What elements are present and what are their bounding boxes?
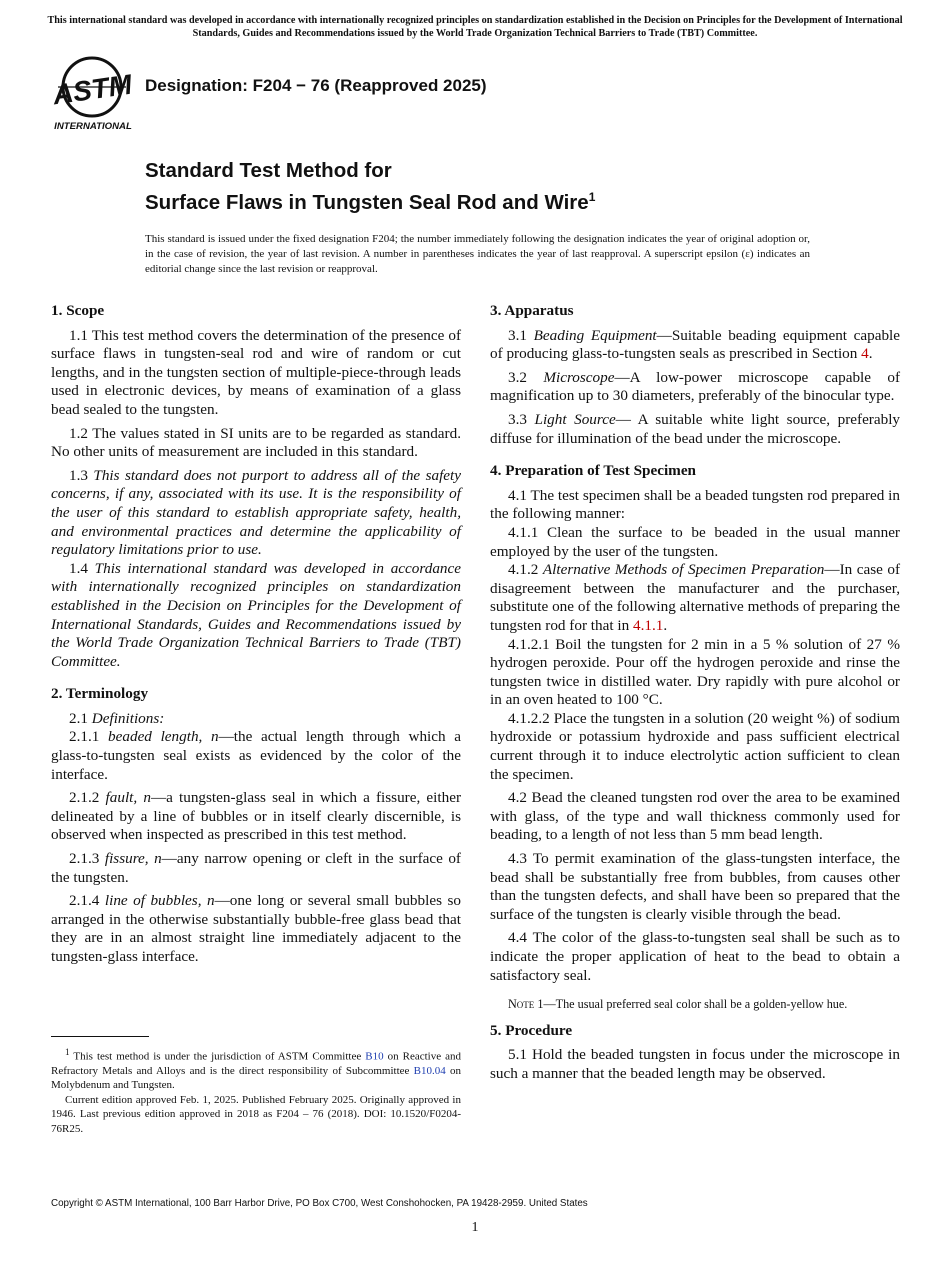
- definition-fault: 2.1.2 fault, n—a tungsten-glass seal in which a fissure, either delineated by a line of bubbles or in itself clearly discernible, is observed when inspected as prescribed in this test method.: [51, 789, 461, 844]
- paragraph-1-3: 1.3 This standard does not purport to address all of the safety concerns, if any, associated with its use. It is the responsibility of the user of this standard to establish appropriate safety, health, and environmental practices and determine the applicability of regulatory limitations prior to use.: [51, 466, 462, 559]
- paragraph-1-2: 1.2 The values stated in SI units are to be regarded as standard. No other units of measurement are included in this standard.: [51, 424, 461, 461]
- definition-line-of-bubbles: 2.1.4 line of bubbles, n—one long or several small bubbles so arranged in the otherwise substantially bubble-free glass bead that they are in an almost straight line immediately adjacent to the tungsten-glass interface.: [51, 892, 461, 965]
- section-4-link[interactable]: 4: [861, 345, 869, 363]
- section-4-1-1-link[interactable]: 4.1.1: [633, 616, 664, 634]
- section-heading-procedure: 5. Procedure: [490, 1021, 573, 1039]
- title-line-1: Standard Test Method for: [145, 159, 392, 182]
- paragraph-4-1: 4.1 The test specimen shall be a beaded tungsten rod prepared in the following manner:: [490, 486, 900, 523]
- footnote-1: $^1$ This test method is under the jurisdiction of ASTM Committee B10 on Reactive and Refractory Metals and Alloys and is the direct responsibility of Subcommittee B10.04 on Molybdenum and Tungsten.: [51, 1047, 462, 1092]
- footnote-edition: Current edition approved Feb. 1, 2025. Published February 2025. Originally approved in 1946. Last previous edition approved in 2018 as F204 – 76 (2018). DOI: 10.1520/F0204-76R25.: [51, 1094, 461, 1135]
- title-footnote-mark: 1: [588, 190, 596, 204]
- paragraph-3-2: 3.2 Microscope—A low-power microscope capable of magnification up to 30 diameters, preferably of the binocular type.: [490, 368, 901, 405]
- paragraph-4-1-2: 4.1.2 Alternative Methods of Specimen Preparation—In case of disagreement between the manufacturer and the purchaser, substitute one of the following alternative methods of preparing the tungsten rod for that in 4.1.1.: [490, 561, 901, 634]
- svg-text:INTERNATIONAL: INTERNATIONAL: [54, 121, 132, 131]
- paragraph-1-1: 1.1 This test method covers the determination of the presence of surface flaws in tungsten-seal rod and wire of random or cut lengths, and in the tungsten section of multiple-piece-through leads used in electronic devices, by means of examination of a glass bead sealed to the tungsten.: [51, 326, 461, 418]
- right-column: [490, 302, 900, 1089]
- designation: Designation: F204 − 76 (Reapproved 2025): [145, 76, 487, 95]
- paragraph-4-1-1: 4.1.1 Clean the surface to be beaded in the usual manner employed by the user of the tungsten.: [490, 523, 900, 560]
- paragraph-4-1-2-1: 4.1.2.1 Boil the tungsten for 2 min in a 5 % solution of 27 % hydrogen peroxide. Pour off the hydrogen peroxide and rinse the tungsten twice in distilled water. Dry rapidly with pure alcohol or in an oven heated to 100 °C.: [490, 635, 900, 709]
- left-column: [51, 302, 461, 972]
- committee-link-b10[interactable]: B10: [365, 1050, 384, 1063]
- paragraph-4-2: 4.2 Bead the cleaned tungsten rod over the area to be examined with glass, of the type and wall thickness commonly used for beading, to a length of not less than 5 mm bead length.: [490, 789, 900, 844]
- paragraph-4-1-2-2: 4.1.2.2 Place the tungsten in a solution (20 weight %) of sodium hydroxide or potassium hydroxide and pass sufficient electrical current through it to induce electrolytic action sufficient to clean the specimen.: [490, 709, 900, 783]
- footnote: [51, 1045, 461, 1137]
- paragraph-1-4: 1.4 This international standard was developed in accordance with internationally recognized principles on standardization established in the Decision on Principles for the Development of International Standards, Guides and Recommendations issued by the World Trade Organization Technical Barriers to Trade (TBT) Committee.: [51, 559, 461, 670]
- copyright: Copyright © ASTM International, 100 Barr Harbor Drive, PO Box C700, West Conshohocken, PA 19428-2959. United States: [51, 1198, 588, 1209]
- paragraph-2-1: 2.1 Definitions:: [69, 709, 165, 727]
- title-line-2: Surface Flaws in Tungsten Seal Rod and Wire$^1$: [145, 190, 596, 214]
- astm-logo-icon: [52, 55, 136, 131]
- paragraph-3-1: 3.1 Beading Equipment—Suitable beading equipment capable of producing glass-to-tungsten seals as prescribed in Section 4.: [490, 326, 900, 363]
- footnote-divider: [51, 1036, 149, 1037]
- paragraph-4-4: 4.4 The color of the glass-to-tungsten seal shall be such as to indicate the proper application of heat to the bead to obtain a satisfactory seal.: [490, 929, 900, 984]
- paragraph-4-3: 4.3 To permit examination of the glass-tungsten interface, the bead shall be substantially free from bubbles, from causes other than the tungsten defects, and shall have been so prepared that the surface of the tungsten is clearly visible through the bead.: [490, 850, 900, 923]
- paragraph-3-3: 3.3 Light Source— A suitable white light source, preferably diffuse for illumination of the bead under the microscope.: [490, 410, 901, 447]
- section-heading-apparatus: 3. Apparatus: [490, 302, 574, 319]
- section-heading-preparation: 4. Preparation of Test Specimen: [490, 462, 697, 480]
- definition-beaded-length: 2.1.1 beaded length, n—the actual length through which a glass-to-tungsten seal exists as evidenced by the color of the interface.: [51, 728, 461, 783]
- document-title: [145, 158, 595, 216]
- page-number: 1: [471, 1220, 479, 1235]
- standard-notice: This international standard was developed in accordance with internationally recognized principles on standardization established in the Decision on Principles for the Development of International Standards, Guides and Recommendations issued by the World Trade Organization Technical Barriers to Trade (TBT) Committee.: [47, 15, 903, 39]
- subcommittee-link-b10-04[interactable]: B10.04: [413, 1064, 446, 1077]
- preface: This standard is issued under the fixed designation F204; the number immediately following the designation indicates the year of original adoption or, in the case of revision, the year of last revision. A number in parentheses indicates the year of last reapproval. A superscript epsilon (ε) indicates an editorial change since the last revision or reapproval.: [145, 233, 810, 275]
- definition-fissure: 2.1.3 fissure, n—any narrow opening or cleft in the surface of the tungsten.: [51, 850, 461, 886]
- astm-logo: [52, 55, 136, 131]
- section-heading-terminology: 2. Terminology: [51, 685, 149, 703]
- paragraph-5-1: 5.1 Hold the beaded tungsten in focus under the microscope in such a manner that the beaded length may be observed.: [490, 1046, 900, 1082]
- section-heading-scope: 1. Scope: [51, 302, 105, 319]
- svg-text:ASTM: ASTM: [52, 68, 134, 111]
- note-1: Note 1—The usual preferred seal color shall be a golden-yellow hue.: [508, 997, 848, 1012]
